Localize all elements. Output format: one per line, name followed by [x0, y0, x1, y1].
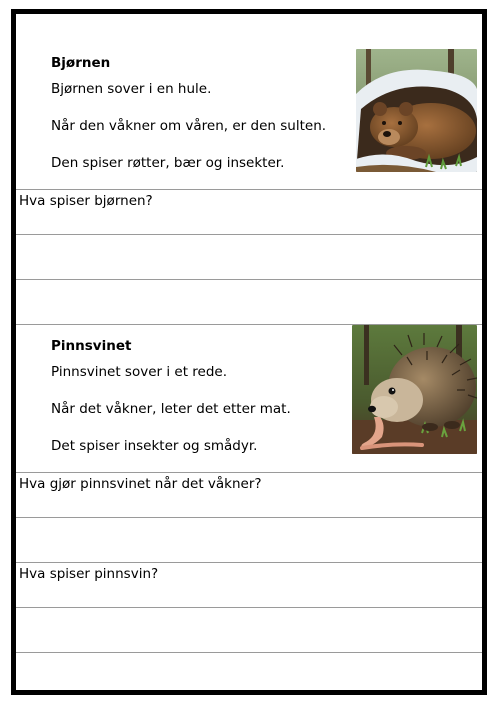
answer-row[interactable] [16, 472, 482, 517]
text-line: Når den våkner om våren, er den sulten. [51, 118, 327, 134]
hedgehog-icon [352, 325, 477, 454]
text-line: Pinnsvinet sover i et rede. [51, 364, 228, 380]
answer-row[interactable] [16, 652, 482, 695]
answer-row[interactable] [16, 279, 482, 324]
bear-icon [356, 49, 477, 172]
question: Hva gjør pinnsvinet når det våkner? [19, 476, 262, 492]
worksheet [11, 9, 487, 695]
section-title: Bjørnen [51, 55, 111, 71]
text-line: Bjørnen sover i en hule. [51, 81, 212, 97]
answer-row[interactable] [16, 234, 482, 279]
bear-image [356, 49, 477, 172]
answer-row[interactable] [16, 562, 482, 607]
answer-row[interactable] [16, 517, 482, 562]
text-line: Det spiser insekter og smådyr. [51, 438, 258, 454]
answer-row[interactable] [16, 607, 482, 652]
hedgehog-image [352, 325, 477, 454]
question: Hva spiser pinnsvin? [19, 566, 159, 582]
text-line: Den spiser røtter, bær og insekter. [51, 155, 285, 171]
text-line: Når det våkner, leter det etter mat. [51, 401, 291, 417]
answer-row[interactable] [16, 189, 482, 234]
section-title: Pinnsvinet [51, 338, 132, 354]
question: Hva spiser bjørnen? [19, 193, 153, 209]
